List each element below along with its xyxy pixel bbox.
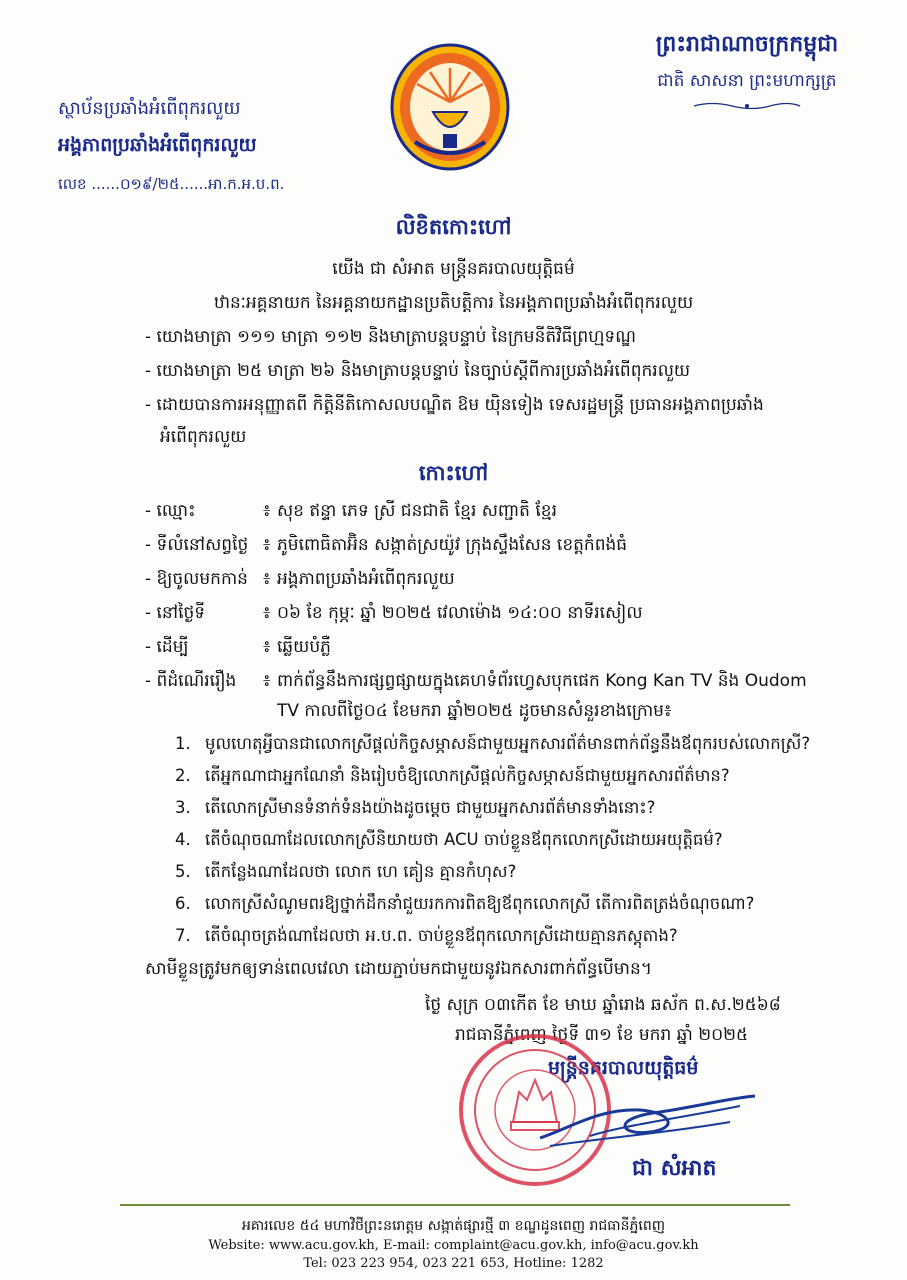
signer-title: មន្ត្រីនគរបាលយុត្តិធម៌ <box>548 1057 699 1079</box>
reference-item: - យោងមាត្រា ២៥ មាត្រា ២៦ និងមាត្រាបន្តបន្ទាប់ នៃច្បាប់ស្ដីពីការប្រឆាំងអំពើពុករលួយ <box>145 361 691 381</box>
question-item: 1. មូលហេតុអ្វីបានជាលោកស្រីផ្ដល់កិច្ចសម្ភាសន៍ជាមួយអ្នកសារព័ត៌មានពាក់ព័ន្ធនឹងឪពុករបស់លោកស្រី? <box>175 734 811 753</box>
footer-web <box>0 1238 907 1253</box>
reference-item: អំពើពុករលួយ <box>160 427 247 447</box>
field-continuation: TV កាលពីថ្ងៃ០៤ ខែមករា ឆ្នាំ២០២៥ ដូចមានសំនួរខាងក្រោម៖ <box>277 701 672 721</box>
field-row: - ទីលំនៅសព្វថ្ងៃ ៖ ភូមិពោធិតាអ៊ិន សង្កាត់ស្រយ៉ូវ ក្រុងស្ទឹងសែន ខេត្តកំពង់ធំ <box>145 534 865 559</box>
field-value: ពាក់ព័ន្ធនឹងការផ្សព្វផ្សាយក្នុងគេហទំព័រហ្វេសបុកផេក Kong Kan TV និង Oudom <box>277 671 807 691</box>
field-label: - នៅថ្ងៃទី <box>145 603 206 623</box>
field-value: អង្គភាពប្រឆាំងអំពើពុករលួយ <box>277 569 455 589</box>
question-item: 5. តើកន្លែងណាដែលថា លោក ហេ គៀន គ្មានកំហុស? <box>175 862 517 881</box>
question-item: 6. លោកស្រីសំណូមពរឱ្យថ្នាក់ដឹកនាំជួយរកការពិតឱ្យឪពុកលោកស្រី តើការពិតត្រង់ចំណុចណា? <box>175 894 755 913</box>
field-value: សុខ ឥន្ទា ភេទ ស្រី ជនជាតិ ខ្មែរ សញ្ជាតិ ខ្មែរ <box>277 501 557 521</box>
footer-tel: Tel: 023 223 954, 023 221 653, Hotline: 1282 <box>303 1256 604 1271</box>
signer-name: ជា សំអាត <box>632 1156 717 1181</box>
national-motto: ជាតិ សាសនា ព្រះមហាក្សត្រ <box>657 71 837 91</box>
institution-header <box>58 96 284 197</box>
field-value: ០៦ ខែ កុម្ភៈ ឆ្នាំ ២០២៥ វេលាម៉ោង ១៤:០០ នាទីរសៀល <box>277 603 643 623</box>
field-row: - ឈ្មោះ ៖ សុខ ឥន្ទា ភេទ ស្រី ជនជាតិ ខ្មែរ សញ្ជាតិ ខ្មែរ <box>145 500 865 525</box>
field-value: ភូមិពោធិតាអ៊ិន សង្កាត់ស្រយ៉ូវ ក្រុងស្ទឹងសែន ខេត្តកំពង់ធំ <box>277 535 628 555</box>
reference-item: - យោងមាត្រា ១១១ មាត្រា ១១២ និងមាត្រាបន្តបន្ទាប់ នៃក្រមនីតិវិធីព្រហ្មទណ្ឌ <box>145 327 636 347</box>
issuer-line: យើង ជា សំអាត មន្ត្រីនគរបាលយុត្តិធម៌ <box>332 259 575 279</box>
kingdom-title: ព្រះរាជាណាចក្រកម្ពុជា <box>655 32 839 57</box>
institution-name: ស្ថាប័នប្រឆាំងអំពើពុករលួយ <box>58 98 241 119</box>
document-title: លិខិតកោះហៅ <box>395 215 512 239</box>
field-label: - ឈ្មោះ <box>145 501 196 521</box>
footer-web-text: Website: www.acu.gov.kh, E-mail: complaint@acu.gov.kh, info@acu.gov.kh <box>208 1238 699 1253</box>
reference-item: - ដោយបានការអនុញ្ញាតពី កិត្តិនីតិកោសលបណ្ឌិត ឱម យ៉ិនទៀង ទេសរដ្ឋមន្ត្រី ប្រធានអង្គភាពប្រឆាំង <box>145 395 764 415</box>
field-row: - នៅថ្ងៃទី ៖ ០៦ ខែ កុម្ភៈ ឆ្នាំ ២០២៥ វេលាម៉ោង ១៤:០០ នាទីរសៀល <box>145 602 865 627</box>
field-row: - ពីដំណើររឿង ៖ ពាក់ព័ន្ធនឹងការផ្សព្វផ្សាយក្នុងគេហទំព័រហ្វេសបុកផេក Kong Kan TV និង Oudom <box>145 670 865 695</box>
question-item: 3. តើលោកស្រីមានទំនាក់ទំនងយ៉ាងដូចម្ដេច ជាមួយអ្នកសារព័ត៌មានទាំងនោះ? <box>175 798 656 817</box>
question-item: 4. តើចំណុចណាដែលលោកស្រីនិយាយថា ACU ចាប់ខ្លួនឪពុកលោកស្រីដោយអយុត្តិធម៌? <box>175 830 723 849</box>
question-item: 2. តើអ្នកណាជាអ្នកណែនាំ និងរៀបចំឱ្យលោកស្រីផ្ដល់កិច្ចសម្ភាសន៍ជាមួយអ្នកសារព័ត៌មាន? <box>175 766 730 785</box>
closing-statement: សាមីខ្លួនត្រូវមកឲ្យទាន់ពេលវេលា ដោយភ្ជាប់មកជាមួយនូវឯកសារពាក់ព័ន្ធបើមាន។ <box>145 959 652 979</box>
field-value: ឆ្លើយបំភ្លឺ <box>277 637 331 657</box>
footer-address: អគារលេខ ៥៤ មហាវិថីព្រះនរោត្តម សង្កាត់ផ្សារថ្មី ៣ ខណ្ឌដូនពេញ រាជធានីភ្នំពេញ <box>241 1218 666 1234</box>
field-label: - ពីដំណើររឿង <box>145 671 237 691</box>
field-row: - ដើម្បី ៖ ឆ្លើយបំភ្លឺ <box>145 636 865 661</box>
field-label: - ទីលំនៅសព្វថ្ងៃ <box>145 535 249 555</box>
summons-title: កោះហៅ <box>418 461 489 485</box>
question-item: 7. តើចំណុចត្រង់ណាដែលថា អ.ប.ព. ចាប់ខ្លួនឪពុកលោកស្រីដោយគ្មានភស្ដុតាង? <box>175 926 678 945</box>
signature-icon <box>530 1088 760 1158</box>
field-label: - ដើម្បី <box>145 637 189 657</box>
solar-date: រាជធានីភ្នំពេញ ថ្ងៃទី ៣១ ខែ មករា ឆ្នាំ ២០២៥ <box>455 1025 749 1045</box>
ornament-divider-icon <box>692 101 802 111</box>
lunar-date: ថ្ងៃ សុក្រ ០៣កើត ខែ មាឃ ឆ្នាំរោង ឆស័ក ព.ស.២៥៦៨ <box>425 995 781 1015</box>
kingdom-header <box>627 30 867 111</box>
field-row: - ឱ្យចូលមកកាន់ ៖ អង្គភាពប្រឆាំងអំពើពុករលួយ <box>145 568 865 593</box>
issuer-position: ឋានៈអគ្គនាយក នៃអគ្គនាយកដ្ឋានប្រតិបត្តិការ នៃអង្គភាពប្រឆាំងអំពើពុករលួយ <box>213 293 694 313</box>
reference-number: លេខ ......០១៩/២៥......ឤ.ក.អ.ប.ព. <box>58 175 285 193</box>
acu-emblem-icon <box>375 42 525 172</box>
footer-divider <box>120 1204 790 1206</box>
unit-name: អង្គភាពប្រឆាំងអំពើពុករលួយ <box>58 134 257 156</box>
field-label: - ឱ្យចូលមកកាន់ <box>145 569 248 589</box>
